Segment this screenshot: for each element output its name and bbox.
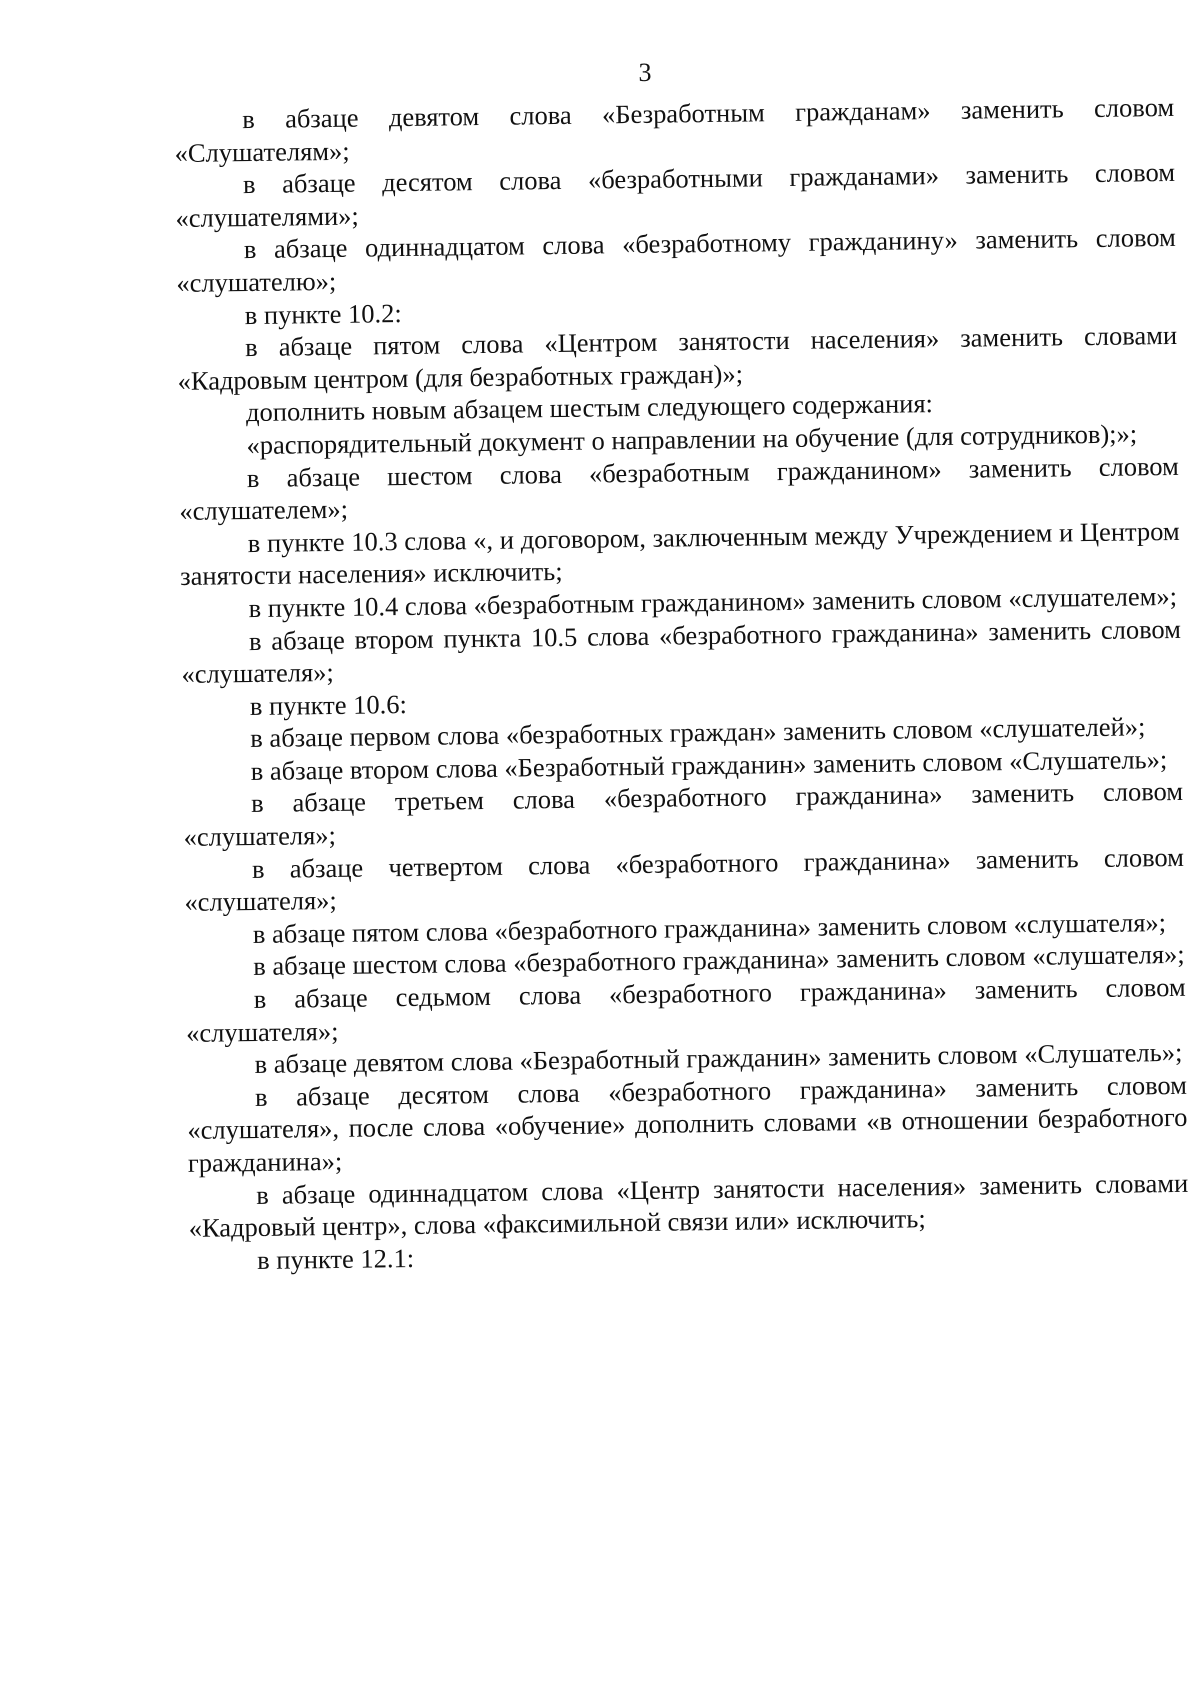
paragraph: в абзаце девятом слова «Безработный гражданин» заменить словом «Слушатель»; bbox=[254, 1037, 1183, 1080]
paragraph: в абзаце втором слова «Безработный гражданин» заменить словом «Слушатель»; bbox=[250, 743, 1168, 786]
paragraph: в абзаце пятом слова «безработного гражданина» заменить словом «слушателя»; bbox=[252, 906, 1167, 949]
paragraph: в абзаце третьем слова «безработного гражданина» заменить словом «слушателя»; bbox=[183, 776, 1184, 852]
paragraph: дополнить новым абзацем шестым следующего содержания: bbox=[245, 388, 934, 428]
paragraph: в абзаце пятом слова «Центром занятости населения» заменить словами «Кадровым центром (для безработных граждан)»; bbox=[177, 320, 1178, 396]
paragraph: в абзаце шестом слова «безработного гражданина» заменить словом «слушателя»; bbox=[253, 939, 1185, 982]
paragraph: в абзаце десятом слова «безработного гражданина» заменить словом «слушателя», после слова «обучение» дополнить словами «в отношении безработного гражданина»; bbox=[187, 1069, 1188, 1178]
paragraph: в пункте 12.1: bbox=[256, 1242, 415, 1275]
paragraph: в абзаце одиннадцатом слова «Центр занятости населения» заменить словами «Кадровый центр», слова «факсимильной связи или» исключить; bbox=[188, 1167, 1189, 1244]
paragraph: в абзаце девятом слова «Безработным гражданам» заменить словом «Слушателям»; bbox=[174, 91, 1175, 168]
paragraph: в абзаце четвертом слова «безработного гражданина» заменить словом «слушателя»; bbox=[184, 841, 1185, 918]
paragraph: в абзаце первом слова «безработных граждан» заменить словом «слушателей»; bbox=[250, 711, 1146, 754]
paragraph: в абзаце седьмом слова «безработного гражданина» заменить словом «слушателя»; bbox=[185, 971, 1186, 1048]
paragraph: в пункте 10.2: bbox=[244, 297, 402, 330]
paragraph: в абзаце одиннадцатом слова «безработному гражданину» заменить словом «слушателю»; bbox=[176, 222, 1177, 298]
paragraph: в пункте 10.4 слова «безработным гражданином» заменить словом «слушателем»; bbox=[248, 580, 1178, 623]
paragraph: в пункте 10.6: bbox=[249, 688, 408, 721]
paragraph: «распорядительный документ о направлении на обучение (для сотрудников);»; bbox=[246, 418, 1138, 461]
paragraph: в абзаце шестом слова «безработным гражданином» заменить словом «слушателем»; bbox=[179, 450, 1180, 527]
paragraph: в абзаце десятом слова «безработными гражданами» заменить словом «слушателями»; bbox=[175, 157, 1176, 233]
paragraph: в абзаце втором пункта 10.5 слова «безработного гражданина» заменить словом «слушателя»; bbox=[181, 613, 1182, 690]
page-number: 3 bbox=[638, 58, 652, 87]
document-body bbox=[174, 91, 1189, 1277]
paragraph: в пункте 10.3 слова «, и договором, заключенным между Учреждением и Центром занятости населения» исключить; bbox=[179, 515, 1180, 592]
